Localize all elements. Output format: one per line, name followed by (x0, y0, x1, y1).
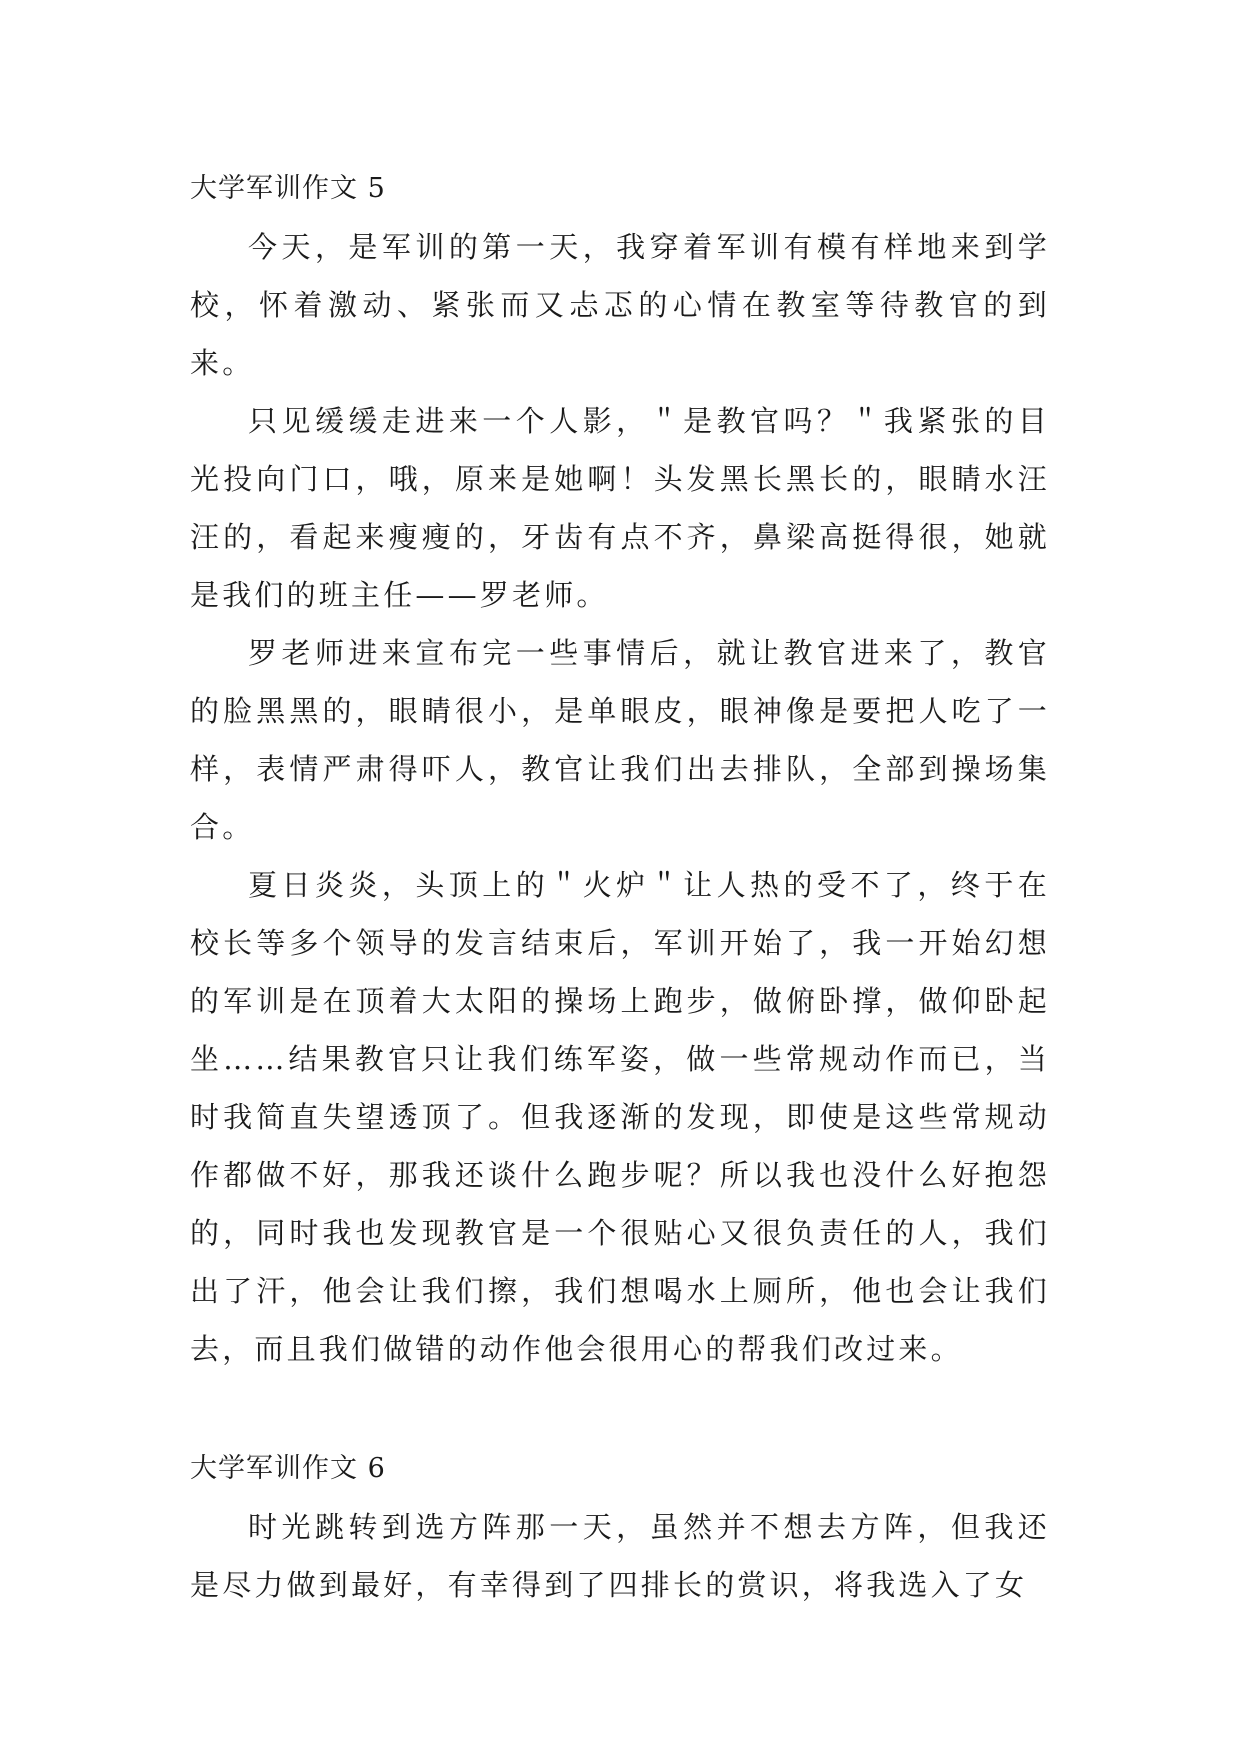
document-body (190, 160, 1050, 1614)
essay-paragraph: 时光跳转到选方阵那一天，虽然并不想去方阵，但我还是尽力做到最好，有幸得到了四排长的赏识，将我选入了女 (190, 1510, 1050, 1602)
essay-section-5 (190, 160, 1050, 1378)
essay-paragraph: 只见缓缓走进来一个人影，＂是教官吗？＂我紧张的目光投向门口，哦，原来是她啊！头发黑长黑长的，眼睛水汪汪的，看起来瘦瘦的，牙齿有点不齐，鼻梁高挺得很，她就是我们的班主任——罗老师。 (190, 404, 1050, 612)
essay-paragraph: 今天，是军训的第一天，我穿着军训有模有样地来到学校，怀着激动、紧张而又忐忑的心情在教室等待教官的到来。 (190, 230, 1050, 380)
essay-heading: 大学军训作文 5 (190, 173, 386, 204)
essay-paragraph: 夏日炎炎，头顶上的＂火炉＂让人热的受不了，终于在校长等多个领导的发言结束后，军训开始了，我一开始幻想的军训是在顶着大太阳的操场上跑步，做俯卧撑，做仰卧起坐……结果教官只让我们练军姿，做一些常规动作而已，当时我简直失望透顶了。但我逐渐的发现，即使是这些常规动作都做不好，那我还谈什么跑步呢？所以我也没什么好抱怨的，同时我也发现教官是一个很贴心又很负责任的人，我们出了汗，他会让我们擦，我们想喝水上厕所，他也会让我们去，而且我们做错的动作他会很用心的帮我们改过来。 (190, 868, 1050, 1366)
essay-section-6 (190, 1440, 1050, 1614)
essay-paragraph: 罗老师进来宣布完一些事情后，就让教官进来了，教官的脸黑黑的，眼睛很小，是单眼皮，眼神像是要把人吃了一样，表情严肃得吓人，教官让我们出去排队，全部到操场集合。 (190, 636, 1050, 844)
essay-heading: 大学军训作文 6 (190, 1453, 386, 1484)
